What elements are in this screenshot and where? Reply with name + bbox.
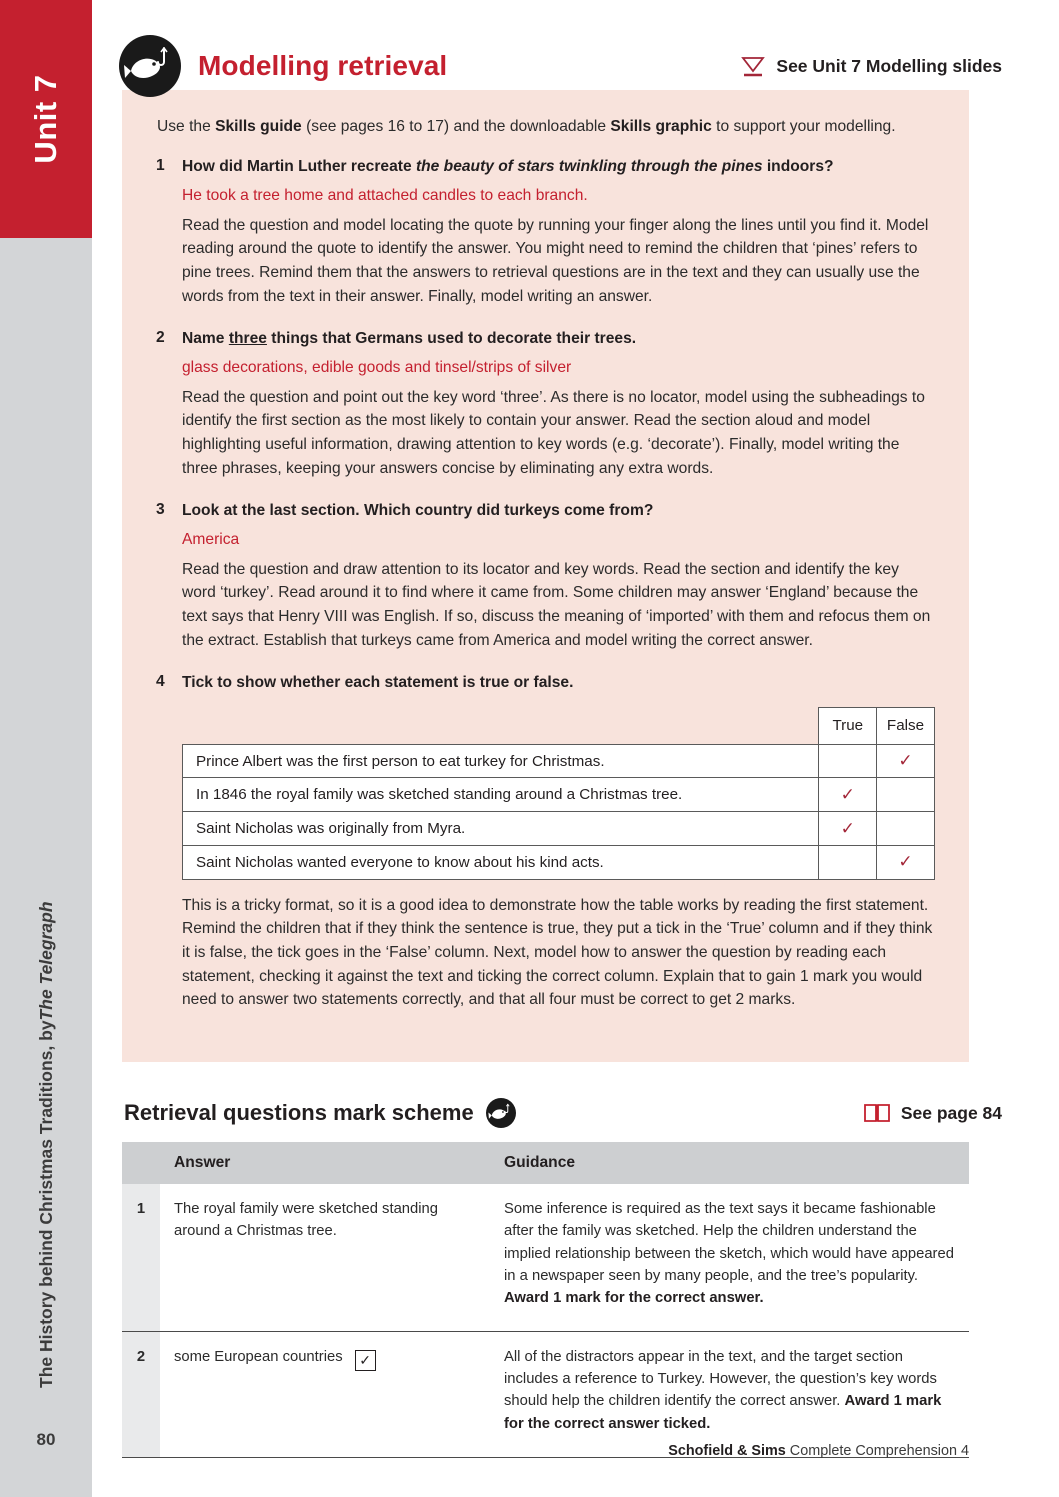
row-number: 2	[122, 1332, 160, 1458]
answer-tickbox[interactable]: ✓	[355, 1350, 376, 1371]
question-number: 1	[156, 157, 165, 175]
page-number: 80	[36, 1430, 56, 1449]
intro-bold2: Skills graphic	[610, 118, 712, 135]
statement-cell: Prince Albert was the first person to eat turkey for Christmas.	[182, 744, 820, 779]
guidance-column-header: Guidance	[490, 1142, 969, 1184]
question-text-italic: the beauty of stars twinkling through the pines	[415, 158, 763, 176]
question-block	[156, 672, 935, 1012]
unit-tab-label: Unit 7	[28, 74, 63, 164]
question-number: 3	[156, 501, 165, 519]
left-rail	[0, 0, 92, 1497]
row-answer-text: some European countries	[174, 1349, 343, 1366]
question-block	[156, 500, 935, 652]
question-text	[182, 328, 935, 351]
row-guidance-award: Award 1 mark for the correct answer ticked.	[504, 1393, 942, 1432]
modelling-panel	[122, 90, 969, 1062]
table-row	[182, 744, 935, 779]
page-title: Modelling retrieval	[198, 50, 448, 81]
statement-cell: Saint Nicholas wanted everyone to know about his kind acts.	[182, 845, 820, 880]
false-checkbox-cell[interactable]: ✓	[876, 744, 935, 779]
question-answer: glass decorations, edible goods and tinsel/strips of silver	[182, 358, 572, 376]
intro-part1: Use the	[157, 118, 216, 135]
table-row	[182, 845, 935, 880]
question-text-pre: How did Martin Luther recreate	[182, 158, 416, 176]
false-checkbox-cell[interactable]	[876, 811, 935, 846]
footer-brand: Schofield & Sims	[668, 1443, 786, 1459]
question-text-pre: Name	[182, 330, 229, 348]
table-header-row	[122, 1142, 969, 1184]
fish-hook-icon	[119, 35, 181, 97]
fish-hook-icon	[486, 1098, 516, 1128]
row-guidance	[490, 1184, 969, 1331]
false-checkbox-cell[interactable]: ✓	[876, 845, 935, 880]
intro-part3: to support your modelling.	[711, 118, 896, 135]
unit-tab	[0, 0, 92, 238]
row-guidance-text: All of the distractors appear in the text, and the target section includes a reference to Turkey. However, the question’s key words should help the children identify the correct answer.	[504, 1349, 937, 1410]
slides-link[interactable]	[740, 54, 1002, 78]
question-number: 4	[156, 673, 165, 691]
answer-column-header: Answer	[160, 1142, 490, 1184]
question-number: 2	[156, 329, 165, 347]
slides-link-label: See Unit 7 Modelling slides	[776, 55, 1002, 76]
false-column-header: False	[876, 707, 935, 745]
true-checkbox-cell[interactable]	[818, 744, 877, 779]
open-book-icon	[863, 1102, 891, 1124]
true-checkbox-cell[interactable]	[818, 845, 877, 880]
row-guidance-award: Award 1 mark for the correct answer.	[504, 1289, 764, 1306]
intro-bold1: Skills guide	[215, 118, 302, 135]
projector-screen-icon	[740, 54, 766, 78]
panel-intro	[157, 115, 935, 138]
mark-scheme-title: Retrieval questions mark scheme	[124, 1100, 474, 1126]
table-guidance: This is a tricky format, so it is a good idea to demonstrate how the table works by reading the first statement. Remind the children that if they think the sentence is true, they put a tick in the ‘True’ column and if they think it is false, the tick goes in the ‘False’ column. Next, model how to answer the question by reading each statement, checking it against the text and ticking the correct column. Explain that to gain 1 mark you would need to answer two statements correctly, and that all four must be correct to get 2 marks.	[182, 896, 933, 1009]
mark-scheme-header	[122, 1098, 1002, 1128]
source-text-italic: The Telegraph	[35, 901, 56, 1021]
true-checkbox-cell[interactable]: ✓	[818, 777, 877, 812]
question-guidance: Read the question and point out the key word ‘three’. As there is no locator, model using the subheadings to identify the first section as the most likely to contain your answer. Read the section aloud and model highlighting useful information, drawing attention to key words (e.g. ‘decorate’). Finally, model writing the three phrases, keeping your answers concise by eliminating any extra words.	[182, 388, 925, 477]
true-false-table	[182, 707, 935, 880]
question-text	[182, 156, 935, 179]
mark-scheme-table	[122, 1142, 969, 1458]
question-guidance: Read the question and model locating the quote by running your finger along the lines until you find it. Model reading around the quote to identify the answer. You might need to remind the children that ‘pines’ refers to pine trees. Remind them that the answers to retrieval questions are in the text and they can usually use the words from the text in their answer. Finally, model writing an answer.	[182, 216, 929, 305]
page-content	[122, 0, 1002, 1458]
source-rail	[0, 238, 92, 1497]
question-block	[156, 328, 935, 480]
table-row	[182, 811, 935, 846]
source-text-prefix: The History behind Christmas Traditions, by	[35, 1020, 56, 1388]
true-false-header-row	[182, 707, 935, 745]
number-column-header	[122, 1142, 160, 1184]
question-text: Tick to show whether each statement is true or false.	[182, 674, 574, 692]
question-text-post: indoors?	[762, 158, 834, 176]
page-header	[122, 0, 1002, 90]
row-number: 1	[122, 1184, 160, 1331]
table-row	[122, 1184, 969, 1331]
question-answer: He took a tree home and attached candles to each branch.	[182, 187, 588, 204]
question-text-underline: three	[228, 330, 267, 348]
question-answer: America	[182, 530, 240, 548]
page-link-label: See page 84	[900, 1102, 1002, 1123]
footer-title: Complete Comprehension 4	[785, 1443, 969, 1459]
statement-cell: Saint Nicholas was originally from Myra.	[182, 811, 820, 846]
statement-cell: In 1846 the royal family was sketched standing around a Christmas tree.	[182, 777, 820, 812]
row-guidance	[490, 1332, 969, 1458]
source-text	[0, 288, 92, 1388]
page-link[interactable]	[863, 1102, 1002, 1124]
question-block	[156, 156, 935, 308]
question-text: Look at the last section. Which country did turkeys come from?	[182, 502, 654, 520]
row-guidance-text: Some inference is required as the text says it became fashionable after the family was sketched. Help the children understand the implied relationship between the sketch, which would have appeared in a newspaper seen by many people, and the tree’s popularity.	[504, 1201, 954, 1284]
table-row	[182, 777, 935, 812]
true-checkbox-cell[interactable]: ✓	[818, 811, 877, 846]
row-answer: The royal family were sketched standing around a Christmas tree.	[160, 1184, 490, 1331]
question-guidance: Read the question and draw attention to its locator and key words. Read the section and identify the key word ‘turkey’. Read around it to find where it came from. Some children may answer ‘England’ because the text says that Henry VIII was English. If so, discuss the meaning of ‘imported’ with them and refocus them on the extract. Establish that turkeys came from America and model writing the correct answer.	[182, 560, 931, 649]
false-checkbox-cell[interactable]	[876, 777, 935, 812]
table-row	[122, 1332, 969, 1458]
question-text-post: things that Germans used to decorate their trees.	[266, 330, 637, 348]
intro-part2: (see pages 16 to 17) and the downloadable	[301, 118, 611, 135]
page-footer	[122, 1443, 969, 1459]
true-column-header: True	[818, 707, 877, 745]
row-answer	[160, 1332, 490, 1458]
